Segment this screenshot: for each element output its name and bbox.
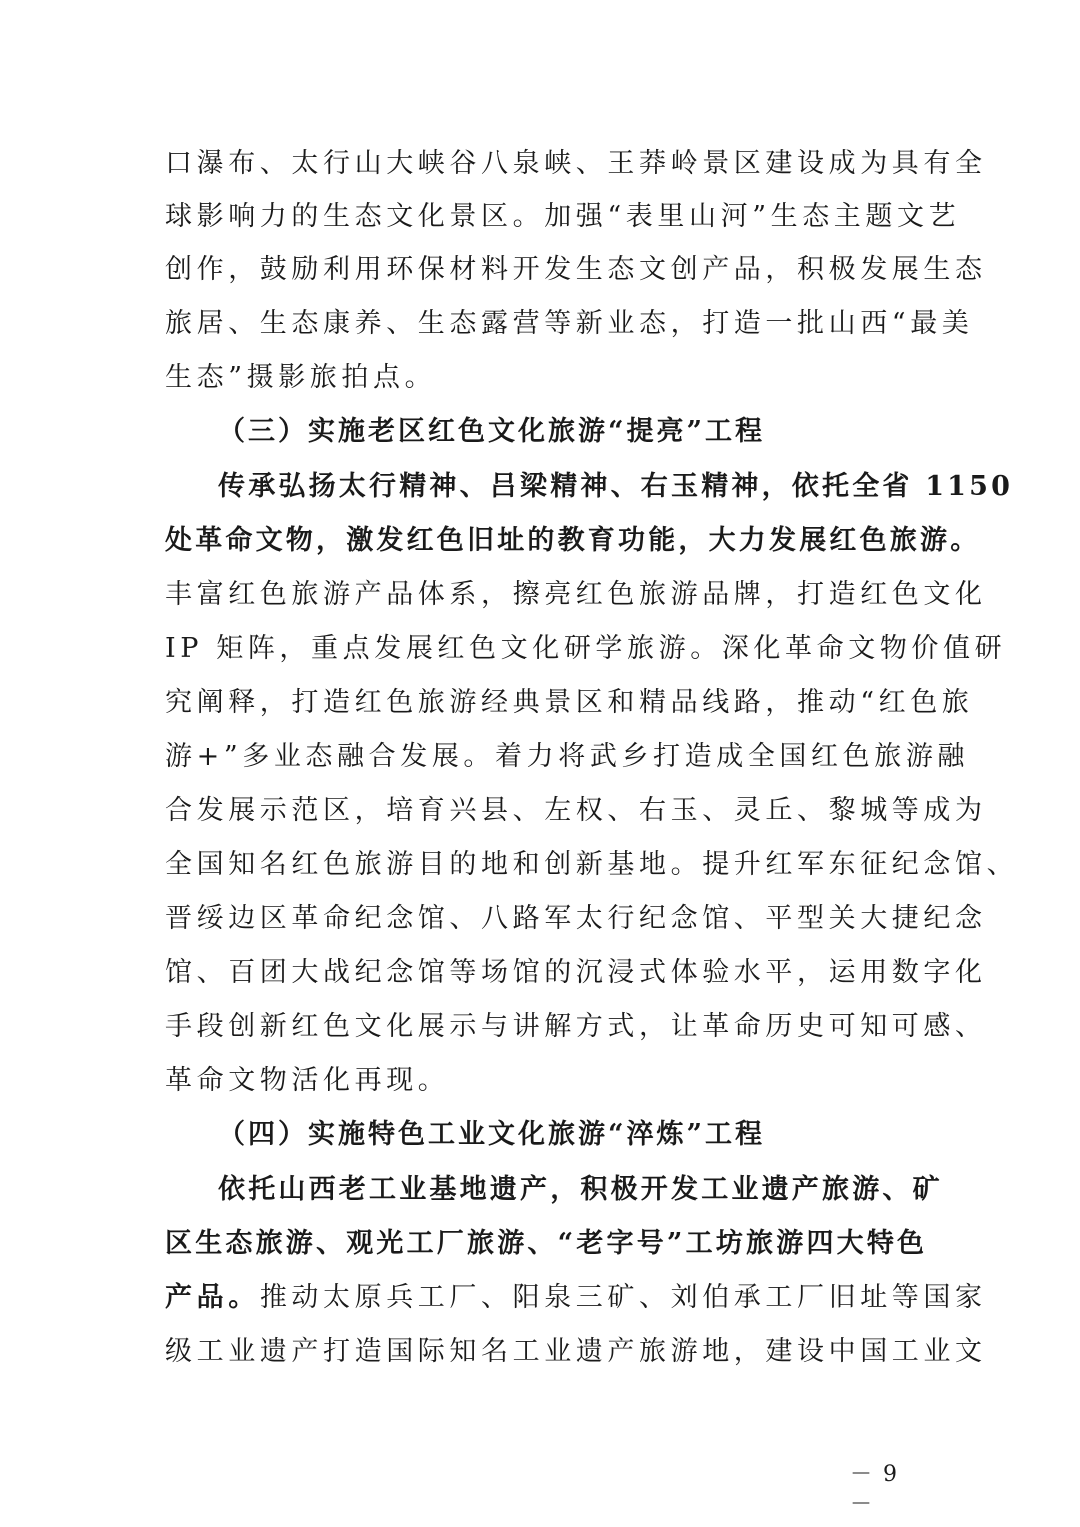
bold-lead-fragment: 产品。 xyxy=(165,1282,260,1313)
section-lead-line: 传承弘扬太行精神、吕梁精神、右玉精神，依托全省 1150 xyxy=(218,471,1014,502)
paragraph-line: 生态”摄影旅拍点。 xyxy=(165,362,437,393)
paragraph-line: 球影响力的生态文化景区。加强“表里山河”生态主题文艺 xyxy=(165,201,961,232)
paragraph-line: 创作，鼓励利用环保材料开发生态文创产品，积极发展生态 xyxy=(165,254,987,285)
paragraph-line: 革命文物活化再现。 xyxy=(165,1065,450,1096)
paragraph-line: 手段创新红色文化展示与讲解方式，让革命历史可知可感、 xyxy=(165,1011,987,1042)
paragraph-line: 口瀑布、太行山大峡谷八泉峡、王莽岭景区建设成为具有全 xyxy=(165,148,987,179)
page-number: － 9 － xyxy=(850,1462,899,1517)
paragraph-line: 馆、百团大战纪念馆等场馆的沉浸式体验水平，运用数字化 xyxy=(165,957,987,988)
paragraph-line: 晋绥边区革命纪念馆、八路军太行纪念馆、平型关大捷纪念 xyxy=(165,903,987,934)
normal-fragment: 推动太原兵工厂、阳泉三矿、刘伯承工厂旧址等国家 xyxy=(259,1282,987,1313)
paragraph-line: 丰富红色旅游产品体系，擦亮红色旅游品牌，打造红色文化 xyxy=(165,579,987,610)
paragraph-line: 合发展示范区，培育兴县、左权、右玉、灵丘、黎城等成为 xyxy=(165,795,987,826)
paragraph-line: 究阐释，打造红色旅游经典景区和精品线路，推动“红色旅 xyxy=(165,687,974,718)
section-lead-line: 依托山西老工业基地遗产，积极开发工业遗产旅游、矿 xyxy=(218,1174,943,1205)
section-heading-4: （四）实施特色工业文化旅游“淬炼”工程 xyxy=(218,1119,766,1150)
section-heading-3: （三）实施老区红色文化旅游“提亮”工程 xyxy=(218,416,766,447)
paragraph-line: IP 矩阵，重点发展红色文化研学旅游。深化革命文物价值研 xyxy=(165,633,1007,664)
paragraph-line: 级工业遗产打造国际知名工业遗产旅游地，建设中国工业文 xyxy=(165,1336,987,1367)
section-lead-line: 处革命文物，激发红色旧址的教育功能，大力发展红色旅游。 xyxy=(165,525,981,556)
paragraph-line: 全国知名红色旅游目的地和创新基地。提升红军东征纪念馆、 xyxy=(165,849,1019,880)
paragraph-line xyxy=(165,1276,987,1320)
paragraph-line: 游+”多业态融合发展。着力将武乡打造成全国红色旅游融 xyxy=(165,741,970,772)
section-lead-line: 区生态旅游、观光工厂旅游、“老字号”工坊旅游四大特色 xyxy=(165,1228,928,1259)
paragraph-line: 旅居、生态康养、生态露营等新业态，打造一批山西“最美 xyxy=(165,308,974,339)
